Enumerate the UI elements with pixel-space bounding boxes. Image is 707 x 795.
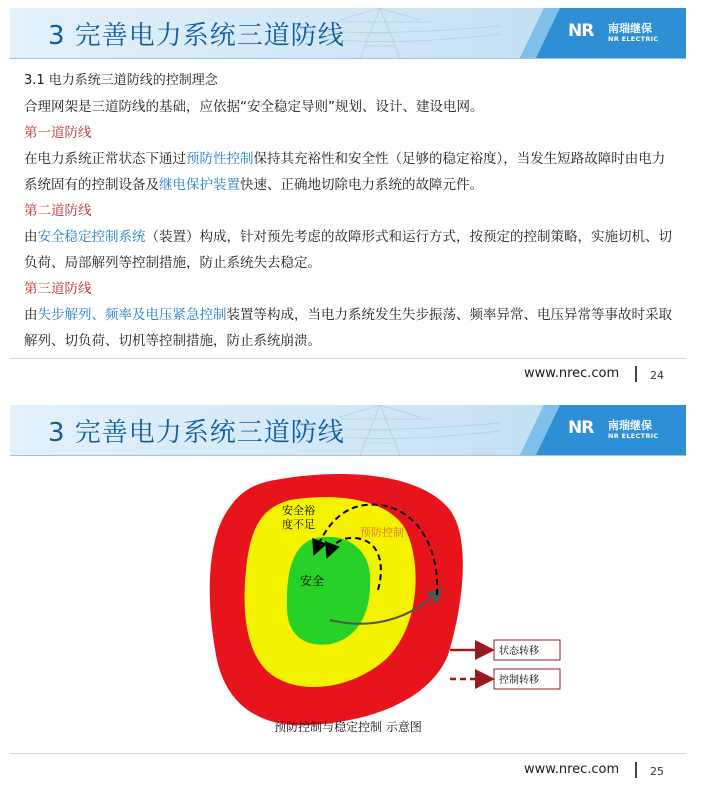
intro-paragraph: 合理网架是三道防线的基础，应依据“安全稳定导则”规划、设计、建设电网。 (24, 99, 484, 115)
first-line-heading: 第一道防线 (24, 125, 92, 141)
footer-separator (635, 366, 637, 382)
insufficient-margin-label-1: 安全裕 (282, 504, 315, 517)
diagram-caption: 预防控制与稳定控制 示意图 (274, 720, 422, 734)
slide-24 (10, 8, 686, 388)
preventive-control-term: 预防性控制 (186, 151, 254, 167)
safe-label: 安全 (300, 574, 325, 588)
stability-control-term: 安全稳定控制系统 (37, 229, 146, 245)
insufficient-margin-label-2: 度不足 (282, 518, 315, 531)
page-number: 25 (650, 765, 664, 778)
control-zone-diagram (10, 460, 686, 760)
second-line-paragraph: 由安全稳定控制系统（装置）构成，针对预先考虑的故障形式和运行方式，按预定的控制策略，实施切机、切负荷、局部解列等控制措施，防止系统失去稳定。 (24, 229, 672, 271)
legend-state-transfer-label: 状态转移 (499, 646, 539, 657)
emergency-control-term: 失步解列、频率及电压紧急控制 (37, 307, 227, 323)
preventive-control-label: 预防控制 (360, 526, 404, 539)
title-banner (10, 8, 686, 59)
slide-title: 3 完善电力系统三道防线 (48, 418, 345, 448)
title-banner (10, 405, 686, 456)
slide-25 (10, 405, 686, 785)
relay-protection-term: 继电保护装置 (159, 177, 240, 193)
third-line-paragraph: 由失步解列、频率及电压紧急控制装置等构成，当电力系统发生失步振荡、频率异常、电压异常等事故时采取解列、切负荷、切机等控制措施，防止系统崩溃。 (24, 307, 672, 349)
footer-separator (635, 762, 637, 778)
slide-title: 3 完善电力系统三道防线 (48, 21, 345, 51)
first-line-paragraph: 在电力系统正常状态下通过预防性控制保持其充裕性和安全性（足够的稳定裕度），当发生短路故障时由电力系统固有的控制设备及继电保护装置快速、正确地切除电力系统的故障元件。 (24, 151, 666, 193)
nr-electric-logo: NR 南瑞继保 NR ELECTRIC (520, 405, 686, 455)
third-line-heading: 第三道防线 (24, 281, 92, 297)
footer-divider (10, 753, 686, 754)
slide-body (24, 68, 674, 354)
footer-divider (10, 358, 686, 359)
second-line-heading: 第二道防线 (24, 203, 92, 219)
nr-electric-logo: NR 南瑞继保 NR ELECTRIC (520, 8, 686, 58)
footer-url[interactable]: www.nrec.com (524, 762, 620, 777)
footer-url[interactable]: www.nrec.com (524, 366, 620, 381)
section-subheading: 3.1 电力系统三道防线的控制理念 (24, 73, 218, 88)
legend-control-transfer-label: 控制转移 (499, 675, 539, 686)
page-number: 24 (650, 369, 664, 382)
